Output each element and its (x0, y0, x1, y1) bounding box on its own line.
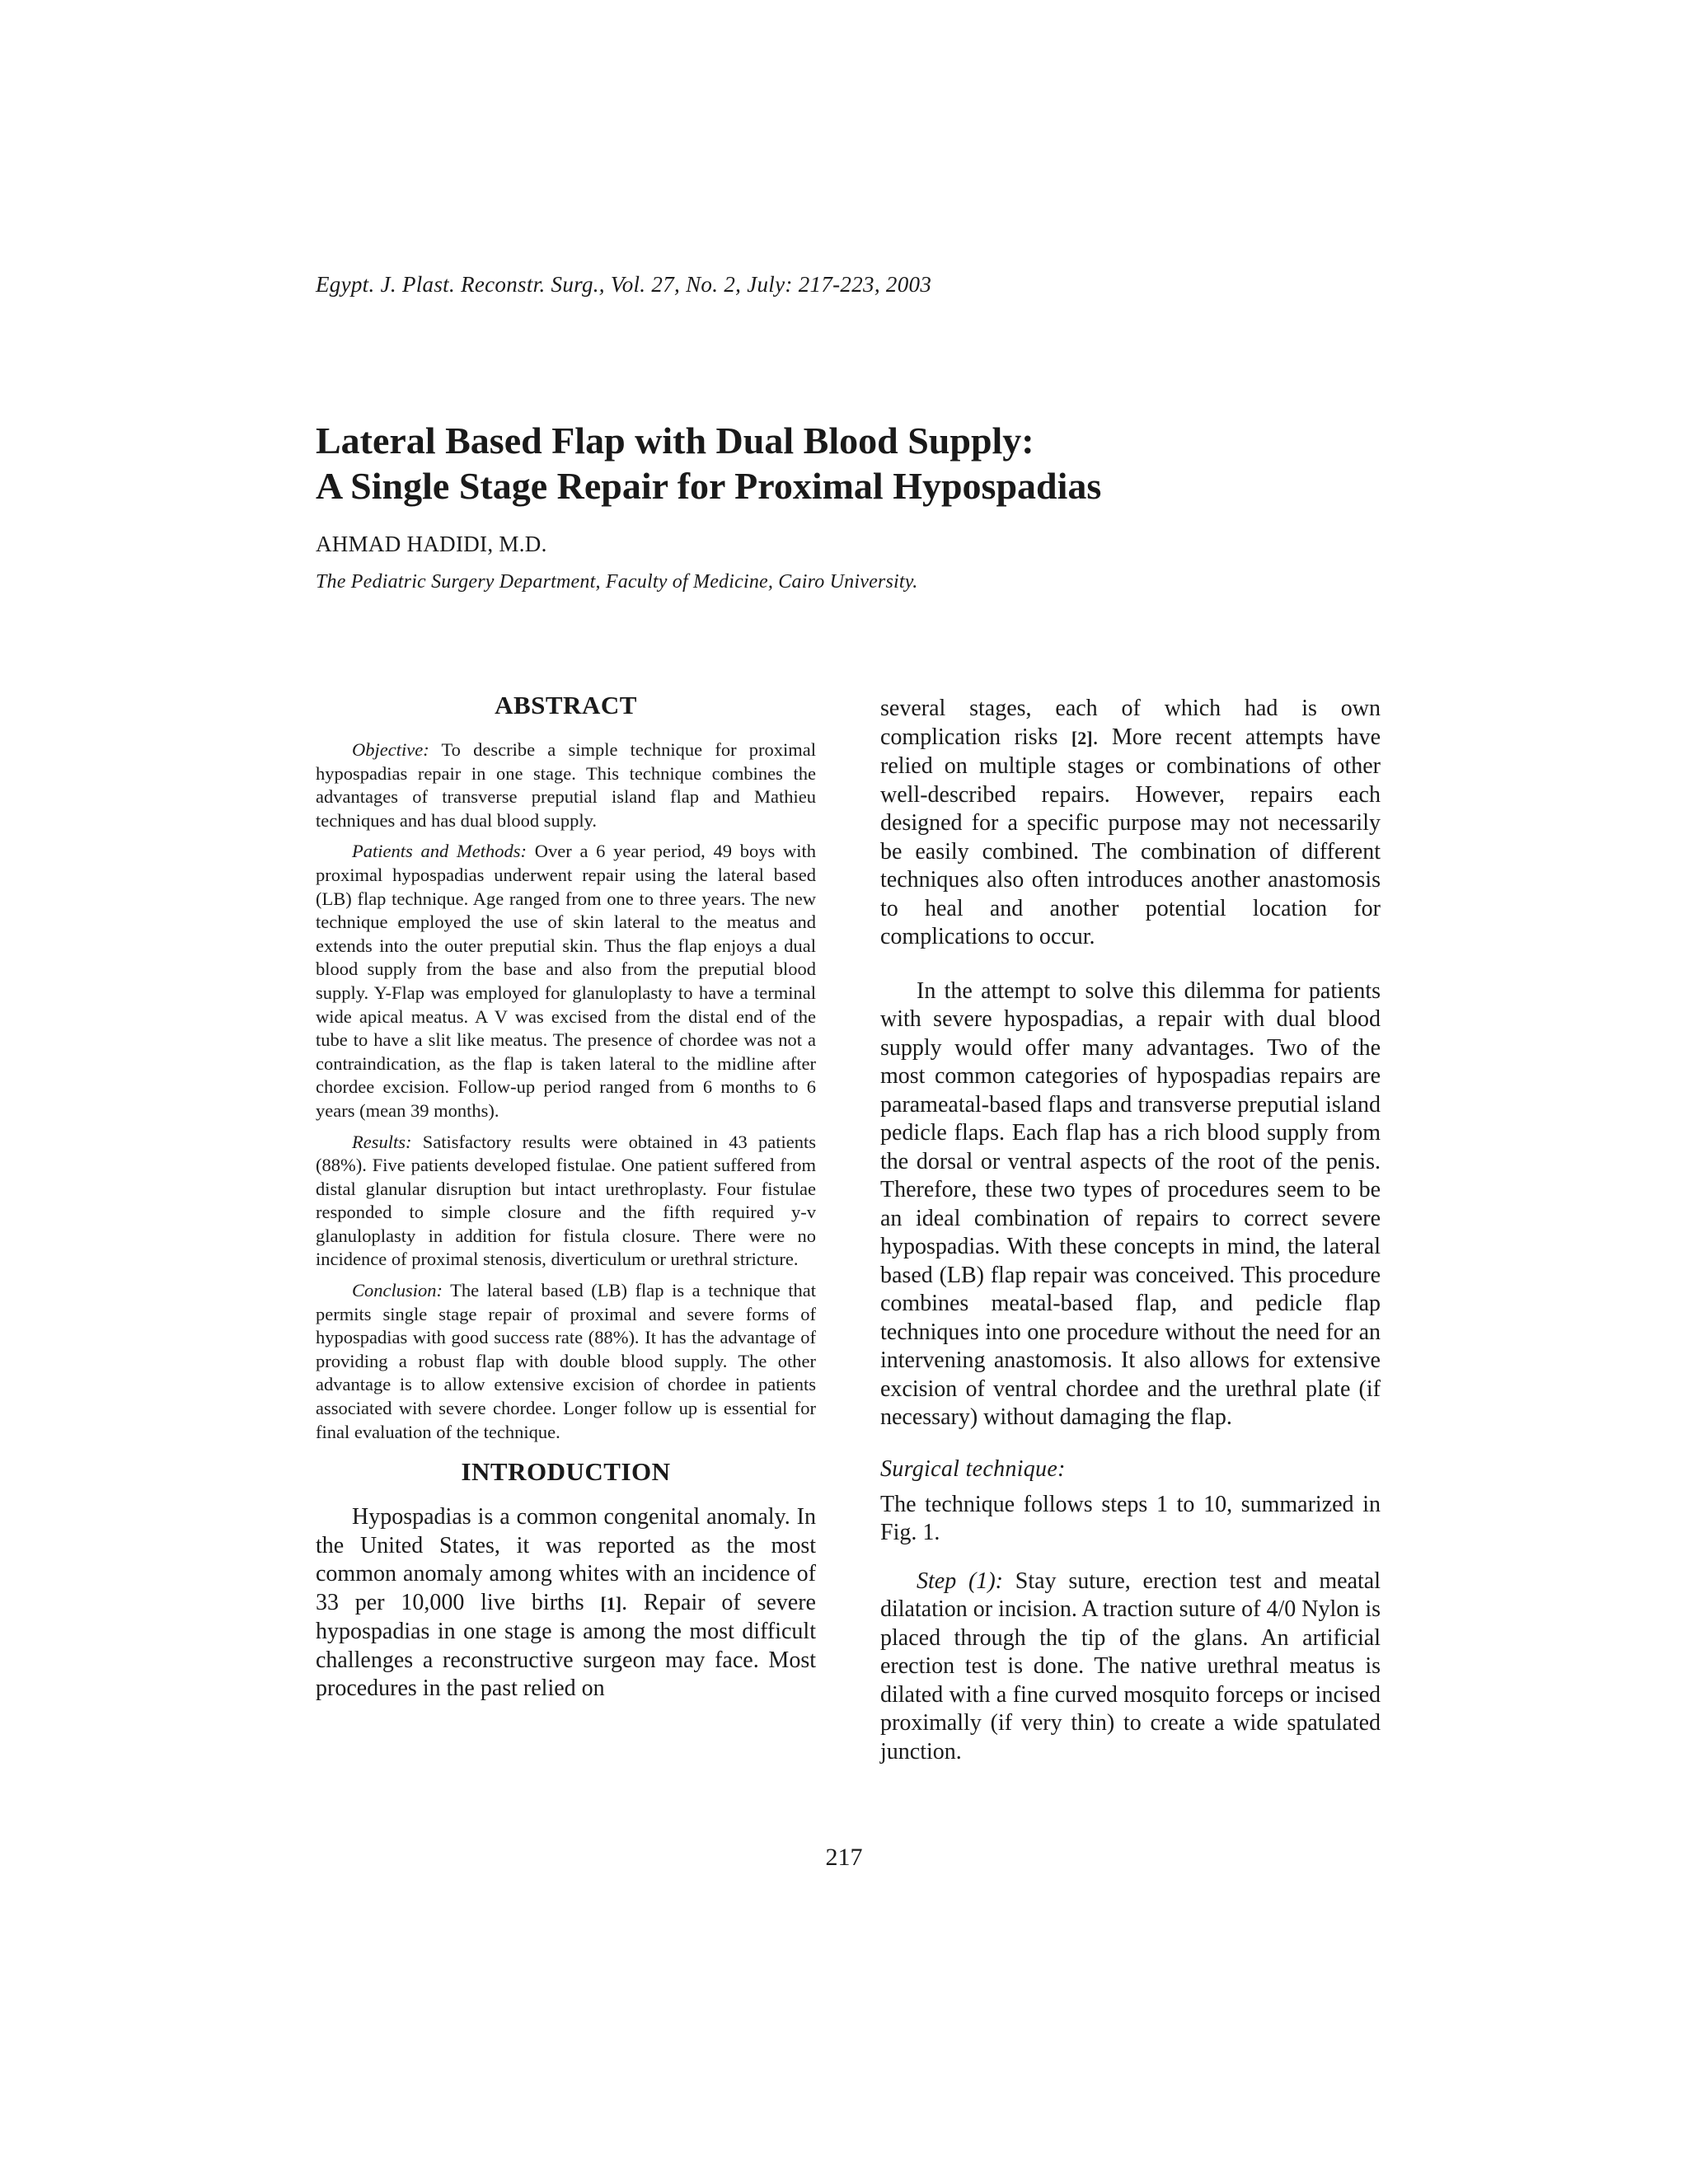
title-line-1: Lateral Based Flap with Dual Blood Supply: (316, 419, 1034, 462)
continued-text-b: . More recent attempts have relied on multiple stages or combinations of other well-described repairs. However, repairs each designed for a specific purpose may not necessarily be easily combined. The combination of different techniques also often introduces another anastomosis to heal and another potential location for complications to occur. (880, 724, 1381, 949)
step-1-label: Step (1): (917, 1568, 1003, 1594)
title-line-2: A Single Stage Repair for Proximal Hypospadias (316, 465, 1102, 507)
abstract-results (316, 1131, 816, 1272)
left-column (316, 691, 816, 1729)
dilemma-paragraph: In the attempt to solve this dilemma for patients with severe hypospadias, a repair with dual blood supply would offer many advantages. Two of the most common categories of hypospadias repairs are parameatal-based flaps and transverse preputial island pedicle flaps. Each flap has a rich blood supply from the dorsal or ventral aspects of the root of the penis. Therefore, these two types of procedures seem to be an ideal combination of repairs to correct severe hypospadias. With these concepts in mind, the lateral based (LB) flap repair was conceived. This procedure combines meatal-based flap, and pedicle flap techniques into one procedure without the need for an intervening anastomosis. It also allows for extensive excision of ventral chordee and the urethral plate (if necessary) without damaging the flap. (880, 977, 1381, 1430)
citation-ref-1: [1] (600, 1592, 622, 1614)
right-column (880, 695, 1381, 1792)
journal-citation: Egypt. J. Plast. Reconstr. Surg., Vol. 27, No. 2, July: 217-223, 2003 (316, 272, 932, 297)
continued-paragraph (880, 695, 1381, 952)
methods-label: Patients and Methods: (352, 841, 527, 862)
abstract-objective (316, 738, 816, 832)
page-number: 217 (825, 1844, 863, 1871)
step-1-paragraph (880, 1568, 1381, 1767)
conclusion-text: The lateral based (LB) flap is a technique that permits single stage repair of proximal and severe forms of hypospadias with good success rate (88%). It has the advantage of providing a robust flap with double blood supply. The other advantage is to allow extensive excision of chordee in patients associated with severe chordee. Longer follow up is essential for final evaluation of the technique. (316, 1280, 816, 1442)
paper-title (316, 418, 1470, 509)
introduction-paragraph (316, 1503, 816, 1704)
author-name: AHMAD HADIDI, M.D. (316, 532, 547, 556)
technique-summary-paragraph: The technique follows steps 1 to 10, summarized in Fig. 1. (880, 1491, 1381, 1545)
objective-label: Objective: (352, 739, 429, 760)
introduction-heading: INTRODUCTION (461, 1457, 671, 1487)
results-text: Satisfactory results were obtained in 43 patients (88%). Five patients developed fistulae. One patient suffered from distal glanular disruption but intact urethroplasty. Four fistulae responded to simple closure and the fifth required y-v glanuloplasty in addition for fistula closure. There were no incidence of proximal stenosis, diverticulum or urethral stricture. (316, 1131, 816, 1270)
author-affiliation: The Pediatric Surgery Department, Faculty of Medicine, Cairo University. (316, 571, 918, 593)
objective-text: To describe a simple technique for proximal hypospadias repair in one stage. This technique combines the advantages of transverse preputial island flap and Mathieu techniques and has dual blood supply. (316, 739, 816, 831)
results-label: Results: (352, 1131, 412, 1152)
conclusion-label: Conclusion: (352, 1280, 443, 1301)
abstract-methods (316, 840, 816, 1122)
step-1-text: Stay suture, erection test and meatal dilatation or incision. A traction suture of 4/0 Nylon is placed through the tip of the glans. An artificial erection test is done. The native urethral meatus is dilated with a fine curved mosquito forceps or incised proximally (if very thin) to create a wide spatulated junction. (880, 1568, 1381, 1765)
abstract-conclusion (316, 1279, 816, 1444)
continued-text-a: several stages, each of which had is own complication risks (880, 696, 1381, 750)
citation-ref-2: [2] (1071, 727, 1093, 748)
surgical-technique-subheading: Surgical technique: (880, 1455, 1066, 1482)
intro-text-a: Hypospadias is a common congenital anomaly. In the United States, it was reported as the most common anomaly among whites with an incidence of 33 per 10,000 live births (316, 1504, 816, 1615)
intro-text-b: . Repair of severe hypospadias in one stage is among the most difficult challenges a reconstructive surgeon may face. Most procedures in the past relied on (316, 1589, 816, 1702)
methods-text: Over a 6 year period, 49 boys with proximal hypospadias underwent repair using the lateral based (LB) flap technique. Age ranged from one to three years. The new technique employed the use of skin lateral to the meatus and extends into the outer preputial skin. Thus the flap enjoys a dual blood supply from the base and also from the preputial blood supply. Y-Flap was employed for glanuloplasty to have a terminal wide apical meatus. A V was excised from the distal end of the tube to have a slit like meatus. The presence of chordee was not a contraindication, as the flap is taken lateral to the midline after chordee excision. Follow-up period ranged from 6 months to 6 years (mean 39 months). (316, 841, 816, 1121)
abstract-heading: ABSTRACT (495, 691, 637, 719)
